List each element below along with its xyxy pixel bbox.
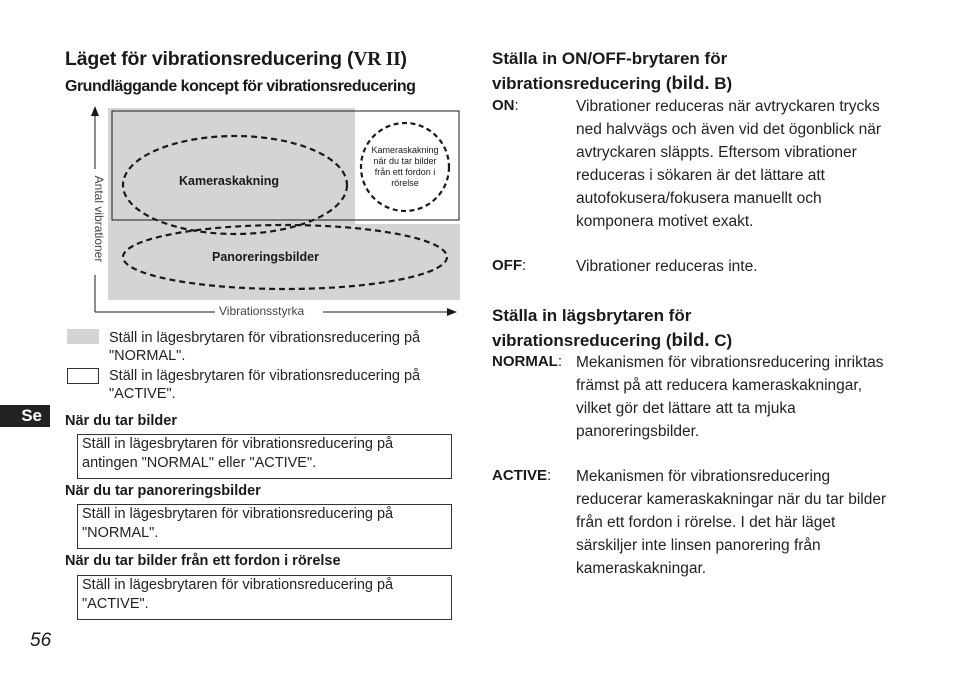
- onoff-heading-bild: bild.: [671, 72, 710, 93]
- mode-heading: [492, 304, 892, 353]
- term-active-label: ACTIVE: [492, 467, 548, 484]
- term-normal-colon: :: [557, 353, 562, 370]
- term-off: [492, 257, 526, 274]
- term-off-colon: :: [522, 257, 527, 274]
- case-heading-panning: När du tar panoreringsbilder: [65, 483, 261, 499]
- term-on-label: ON: [492, 97, 515, 114]
- section-title-close: ): [400, 48, 407, 70]
- panning-label: Panoreringsbilder: [212, 250, 319, 264]
- section-title-vr: VR II: [353, 49, 401, 70]
- onoff-heading-line1: Ställa in ON/OFF-brytaren för: [492, 49, 728, 68]
- term-on-colon: :: [514, 97, 519, 114]
- legend-swatch-normal: [67, 329, 99, 344]
- y-axis-label: Antal vibrationer: [92, 175, 106, 263]
- y-axis-label-wrap: [86, 166, 116, 276]
- x-axis-arrow: [447, 308, 457, 316]
- term-normal-label: NORMAL: [492, 353, 558, 370]
- y-axis-arrow: [91, 106, 99, 116]
- mode-heading-pre: vibrationsreducering (: [492, 331, 672, 350]
- case-box-panning: Ställ in lägesbrytaren för vibrationsreducering på "NORMAL".: [77, 504, 452, 549]
- section-subtitle: Grundläggande koncept för vibrationsreducering: [65, 78, 416, 95]
- definition-normal: Mekanismen för vibrationsreducering inriktas främst på att reducera kameraskakningar, vilket gör det lättare att ta mjuka panoreringsbilder.: [576, 354, 884, 440]
- term-active-colon: :: [547, 467, 552, 484]
- term-active: [492, 467, 551, 484]
- definition-active: Mekanismen för vibrationsreducering reducerar kameraskakningar när du tar bilder från ett fordon i rörelse. I det här läget särskiljer inte linsen panorering från kameraskakningar.: [576, 468, 887, 577]
- case-heading-vehicle: När du tar bilder från ett fordon i rörelse: [65, 553, 341, 569]
- mode-heading-ref: C): [709, 331, 733, 350]
- x-axis-label: Vibrationsstyrka: [219, 304, 305, 318]
- definition-off: Vibrationer reduceras inte.: [576, 258, 758, 275]
- case-heading-photos: När du tar bilder: [65, 413, 177, 429]
- case-box-vehicle: Ställ in lägesbrytaren för vibrationsreducering på "ACTIVE".: [77, 575, 452, 620]
- term-off-label: OFF: [492, 257, 522, 274]
- mode-heading-line2: [492, 328, 892, 353]
- mode-heading-bild: bild.: [671, 329, 710, 350]
- term-normal: [492, 353, 562, 370]
- legend-text-active: Ställ in lägesbrytaren för vibrationsreducering på "ACTIVE".: [109, 368, 421, 402]
- term-on: [492, 97, 519, 114]
- legend-swatch-active: [67, 368, 99, 384]
- mode-heading-line1: Ställa in lägsbrytaren för: [492, 306, 692, 325]
- vehicle-shake-label: Kameraskakning när du tar bilder från ett fordon i rörelse: [371, 145, 439, 188]
- onoff-heading-ref: B): [709, 74, 733, 93]
- section-title-text: Läget för vibrationsreducering (: [65, 48, 354, 70]
- onoff-heading-pre: vibrationsreducering (: [492, 74, 672, 93]
- legend-text-normal: Ställ in lägesbrytaren för vibrationsreducering på "NORMAL".: [109, 330, 421, 364]
- case-box-photos: Ställ in lägesbrytaren för vibrationsreducering på antingen "NORMAL" eller "ACTIVE".: [77, 434, 452, 479]
- onoff-heading-line2: [492, 71, 892, 96]
- camera-shake-label: Kameraskakning: [179, 174, 280, 188]
- page-number: 56: [30, 630, 52, 651]
- definition-on: Vibrationer reduceras när avtryckaren trycks ned halvvägs och även vid det ögonblick när avtryckaren släppts. Eftersom vibrationer reduceras i sökaren är det lättare att autofokusera/fokusera manuellt och komponera motivet exakt.: [576, 98, 882, 230]
- onoff-heading: [492, 47, 892, 96]
- language-tab: Se: [0, 405, 50, 427]
